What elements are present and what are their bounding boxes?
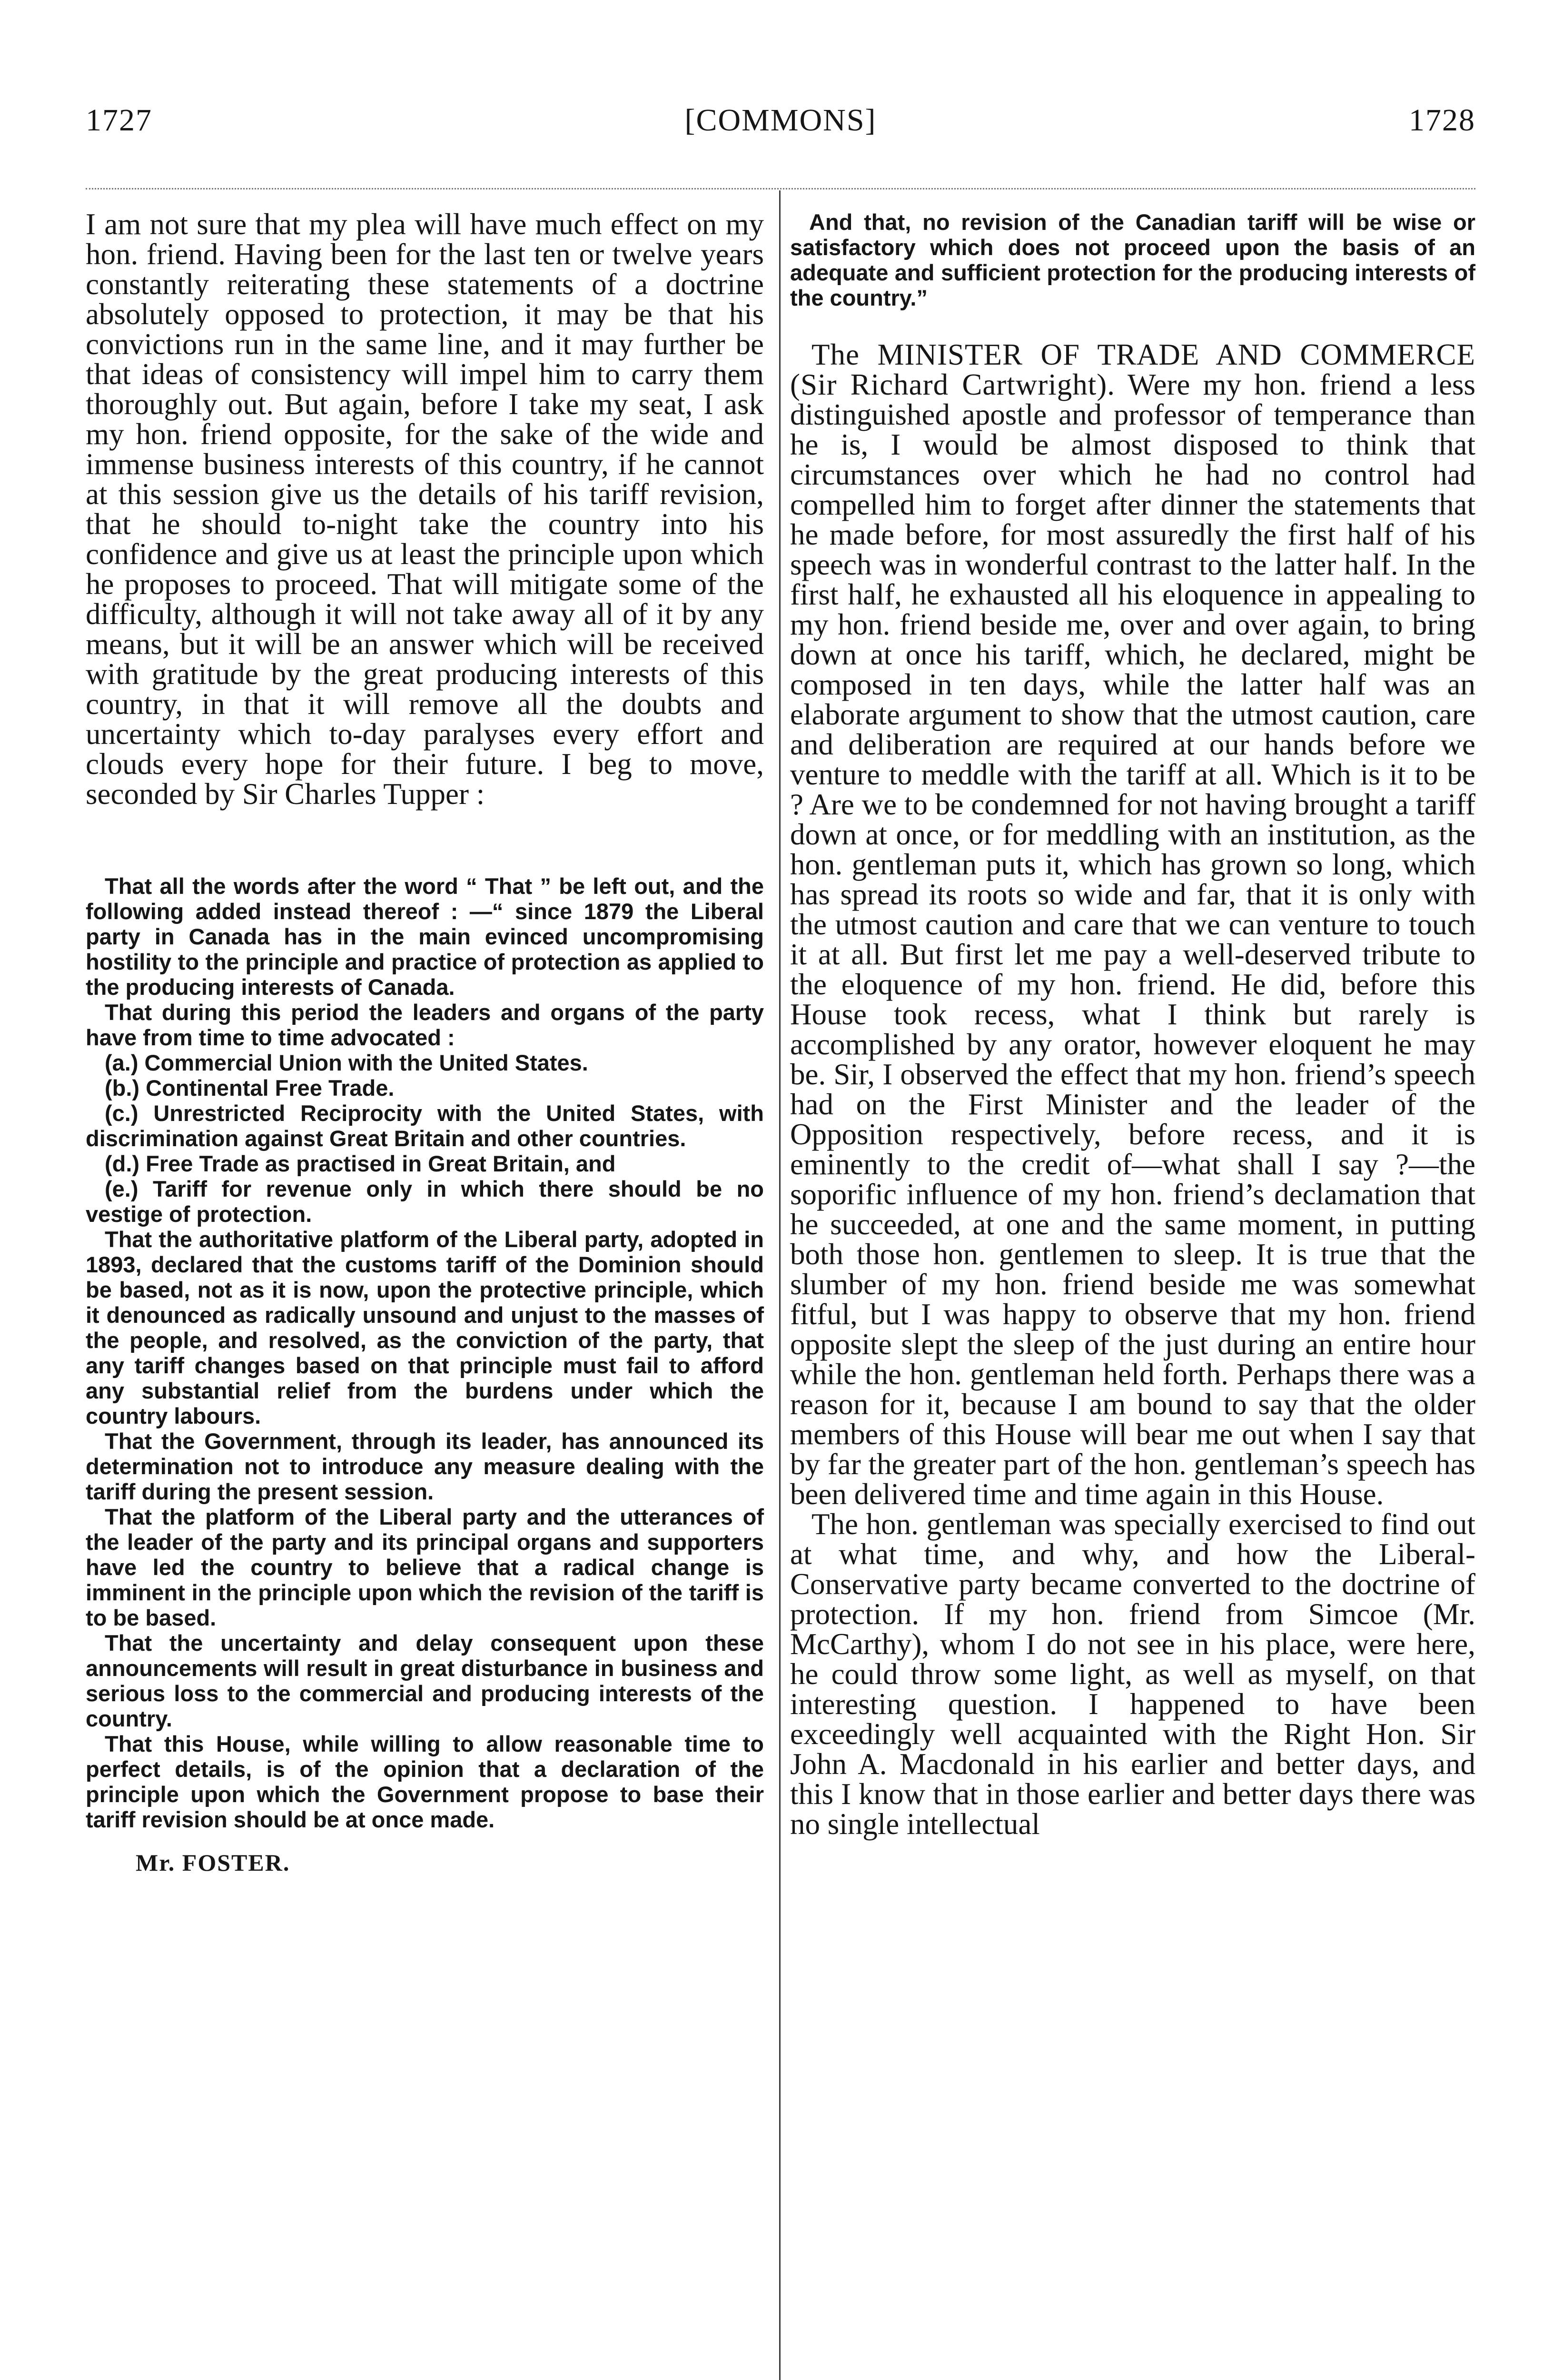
amendment-item: (e.) Tariff for revenue only in which there should be no vestige of protection. [86,1176,764,1227]
page-number-right: 1728 [1409,103,1475,138]
speech-paragraph [790,340,1475,1509]
column-divider [779,190,781,2380]
page-header [86,102,1475,155]
header-rule [86,188,1475,189]
amendment-item: (c.) Unrestricted Reciprocity with the United States, with discrimination against Great Britain and other countries. [86,1101,764,1151]
signature: Mr. FOSTER. [136,1849,290,1876]
amendment-paragraph: That during this period the leaders and organs of the party have from time to time advocated : [86,1000,764,1050]
left-column [86,209,764,1876]
quote-paragraph: And that, no revision of the Canadian tariff will be wise or satisfactory which does not proceed upon the basis of an adequate and sufficient protection for the producing interests of the country.” [790,209,1475,310]
speaker-name: The MINISTER OF TRADE AND COMMERCE (Sir Richard Cartwright). [790,338,1475,401]
amendment-paragraph: That the uncertainty and delay consequent upon these announcements will result in great disturbance in business and serious loss to the commercial and producing interests of the country. [86,1630,764,1731]
amendment-block [86,873,764,1832]
amendment-paragraph: That all the words after the word “ That ” be left out, and the following added instead thereof : —“ since 1879 the Liberal party in Canada has in the main evinced uncompromising hostility to the principle and practice of protection as applied to the producing interests of Canada. [86,873,764,1000]
page-title: [COMMONS] [684,103,877,138]
amendment-item: (a.) Commercial Union with the United States. [105,1050,588,1075]
intro-paragraph: I am not sure that my plea will have much effect on my hon. friend. Having been for the last ten or twelve years constantly reiterating these statements of a doctrine absolutely opposed to protection, it may be that his convictions run in the same line, and it may further be that ideas of consistency will impel him to carry them thoroughly out. But again, before I take my seat, I ask my hon. friend opposite, for the sake of the wide and immense business interests of this country, if he cannot at this session give us the details of his tariff revision, that he should to-night take the country into his confidence and give us at least the principle upon which he proposes to proceed. That will mitigate some of the difficulty, although it will not take away all of it by any means, but it will be an answer which will be received with gratitude by the great producing interests of this country, in that it will remove all the doubts and uncertainty which to-day paralyses every effort and clouds every hope for their future. I beg to move, seconded by Sir Charles Tupper : [86,208,764,811]
speech-text: Were my hon. friend a less distinguished apostle and professor of temperance than he is, I would be almost disposed to think that circumstances over which he had no control had compelled him to forget after dinner the statements that he made before, for most assuredly the first half of his speech was in wonderful contrast to the latter half. In the first half, he exhausted all his eloquence in appealing to my hon. friend beside me, over and over again, to bring down at once his tariff, which, he declared, might be composed in ten days, while the latter half was an elaborate argument to show that the utmost caution, care and deliberation are required at our hands before we venture to meddle with the tariff at all. Which is it to be ? Are we to be condemned for not having brought a tariff down at once, or for meddling with an institution, as the hon. gentleman puts it, which has grown so long, which has spread its roots so wide and far, that it is only with the utmost caution and care that we can venture to touch it at all. But first let me pay a well-deserved tribute to the eloquence of my hon. friend. He did, before this House took recess, what I think but rarely is accomplished by any orator, however eloquent he may be. Sir, I observed the effect that my hon. friend’s speech had on the First Minister and the leader of the Opposition respectively, before recess, and it is eminently to the credit of—what shall I say ?—the soporific influence of my hon. friend’s declamation that he succeeded, at one and the same moment, in putting both those hon. gentlemen to sleep. It is true that the slumber of my hon. friend beside me was somewhat fitful, but I was happy to observe that my hon. friend opposite slept the sleep of the just during an entire hour while the hon. gentleman held forth. Perhaps there was a reason for it, because I am bound to say that the older members of this House will bear me out when I say that by far the greater part of the hon. gentleman’s speech has been delivered time and time again in this House. [790,368,1475,1511]
amendment-paragraph: That the authoritative platform of the Liberal party, adopted in 1893, declared that the customs tariff of the Dominion should be based, not as it is now, upon the protective principle, which it denounced as radically unsound and unjust to the masses of the people, and resolved, as the conviction of the party, that any tariff changes based on that principle must fail to afford any substantial relief from the burdens under which the country labours. [86,1227,764,1428]
amendment-paragraph: That this House, while willing to allow reasonable time to perfect details, is of the opinion that a declaration of the principle upon which the Government propose to base their tariff revision should be at once made. [86,1731,764,1832]
amendment-item: (b.) Continental Free Trade. [105,1075,395,1101]
amendment-item: (d.) Free Trade as practised in Great Britain, and [105,1151,616,1176]
quote-continuation [790,209,1475,310]
right-column [790,209,1475,1839]
amendment-paragraph: That the platform of the Liberal party and the utterances of the leader of the party and its principal organs and supporters have led the country to believe that a radical change is imminent in the principle upon which the revision of the tariff is to be based. [86,1504,764,1630]
page-number-left: 1727 [86,103,152,138]
amendment-paragraph: That the Government, through its leader, has announced its determination not to introduce any measure dealing with the tariff during the present session. [86,1428,764,1504]
speech-block [790,340,1475,1839]
speech-paragraph: The hon. gentleman was specially exercised to find out at what time, and why, and how the Liberal-Conservative party became converted to the doctrine of protection. If my hon. friend from Simcoe (Mr. McCarthy), whom I do not see in his place, were here, he could throw some light, as well as myself, on that interesting question. I happened to have been exceedingly well acquainted with the Right Hon. Sir John A. Macdonald in his earlier and better days, and this I know that in those earlier and better days there was no single intellectual [790,1507,1475,1841]
